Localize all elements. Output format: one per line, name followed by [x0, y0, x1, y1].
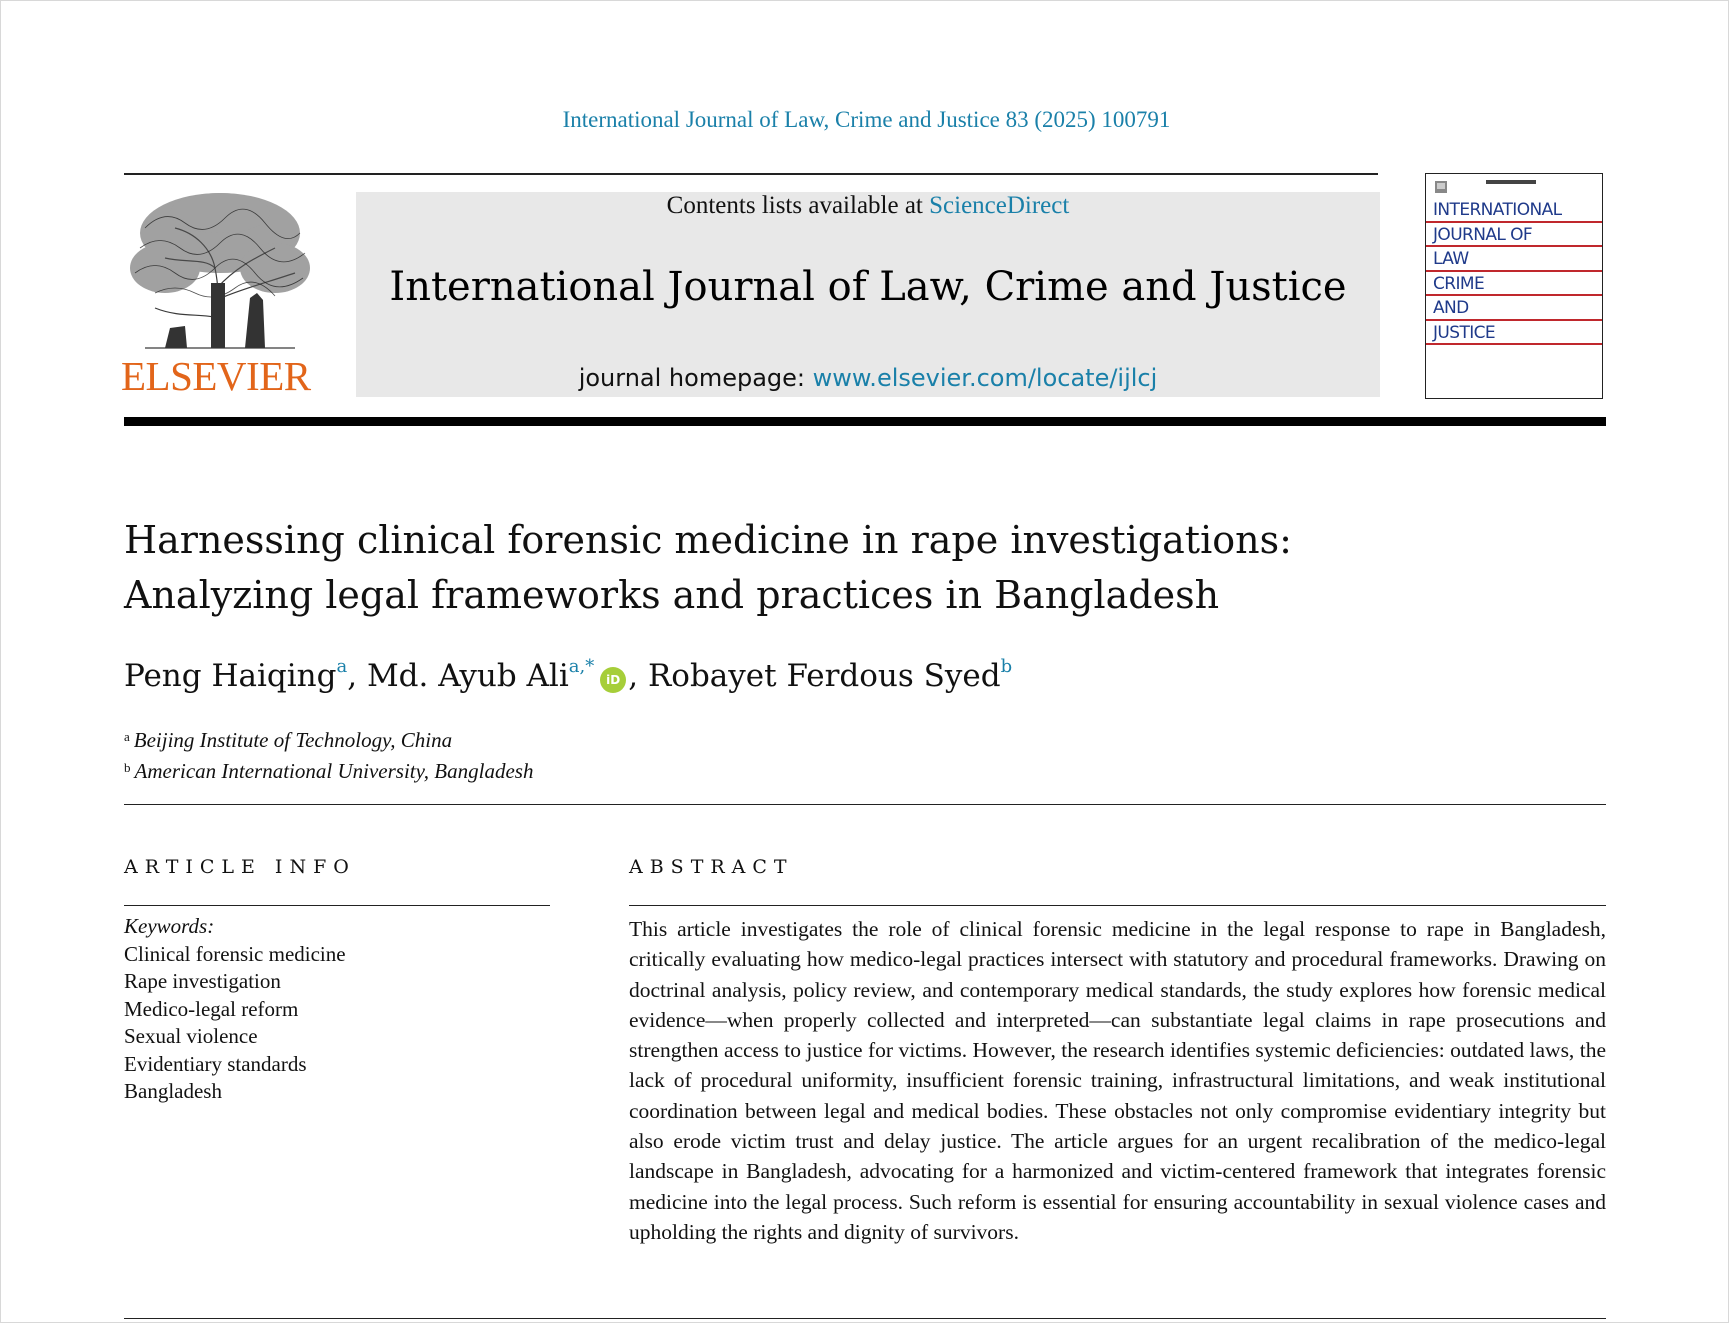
- author-name[interactable]: Md. Ayub Ali: [366, 658, 569, 694]
- journal-banner: [356, 192, 1380, 397]
- abstract-heading: ABSTRACT: [629, 856, 794, 878]
- affiliation-key: b: [124, 760, 131, 775]
- elsevier-tree-icon: [125, 188, 313, 353]
- article-title-line: Harnessing clinical forensic medicine in rape investigations:: [124, 518, 1292, 562]
- keywords-label: Keywords:: [124, 914, 215, 938]
- abstract-text: This article investigates the role of clinical forensic medicine in the legal response to rape in Bangladesh, critically evaluating how medico-legal practices intersect with statutory and procedural frameworks. Drawing on doctrinal analysis, policy review, and contemporary medical standards, the study explores how forensic medical evidence—when properly collected and interpreted—can substantiate legal claims in rape prosecutions and strengthen access to justice for victims. However, the research identifies systemic deficiencies: outdated laws, the lack of procedural uniformity, insufficient forensic training, infrastructural limitations, and weak institutional coordination between legal and medical bodies. These obstacles not only compromise evidentiary integrity but also erode victim trust and delay justice. The article argues for an urgent recalibration of the medico-legal landscape in Bangladesh, advocating for a harmonized and victim-centered framework that integrates forensic medicine into the legal process. Such reform is essential for ensuring accountability in sexual violence cases and upholding the rights and dignity of survivors.: [629, 917, 1606, 1244]
- keyword-item: Evidentiary standards: [124, 1051, 307, 1076]
- homepage-prefix: journal homepage:: [578, 364, 813, 392]
- author-affiliation-sup[interactable]: a: [336, 656, 348, 677]
- article-info-rule: [124, 905, 550, 906]
- author-affiliation-sup[interactable]: a,*: [568, 656, 595, 677]
- author-list: Peng Haiqing$^a$, Md. Ayub Ali$^{a,*}$iD , Robayet Ferdous Syed$^b$: [124, 656, 1013, 694]
- contents-line: [356, 192, 1380, 220]
- masthead-thick-rule: [124, 417, 1606, 426]
- cover-line: INTERNATIONAL: [1426, 198, 1602, 223]
- cover-title: [1426, 198, 1602, 345]
- keyword-item: Medico-legal reform: [124, 996, 299, 1021]
- abstract-rule: [629, 905, 1606, 906]
- cover-line: LAW: [1426, 247, 1602, 272]
- homepage-line: [356, 364, 1380, 392]
- affiliation-item: [124, 754, 533, 785]
- cover-line: JUSTICE: [1426, 321, 1602, 346]
- elsevier-wordmark: ELSEVIER: [121, 353, 311, 399]
- abstract-bottom-rule: [124, 1318, 1606, 1319]
- article-title-line: Analyzing legal frameworks and practices in Bangladesh: [124, 573, 1220, 617]
- cover-line: AND: [1426, 296, 1602, 321]
- header-rule: [124, 173, 1378, 175]
- author-name[interactable]: Robayet Ferdous Syed: [647, 658, 1001, 694]
- sciencedirect-link[interactable]: ScienceDirect: [929, 192, 1070, 219]
- cover-line: JOURNAL OF: [1426, 223, 1602, 248]
- keyword-item: Bangladesh: [124, 1079, 222, 1103]
- journal-title: International Journal of Law, Crime and Justice: [389, 264, 1347, 310]
- affiliation-text: Beijing Institute of Technology, China: [133, 728, 453, 752]
- affiliations: [124, 723, 533, 785]
- article-title: [124, 513, 1424, 623]
- cover-line: CRIME: [1426, 272, 1602, 297]
- section-divider: [124, 804, 1606, 805]
- orcid-icon[interactable]: iD: [600, 667, 626, 693]
- keyword-item: Sexual violence: [124, 1024, 258, 1048]
- journal-cover-thumbnail[interactable]: [1425, 173, 1603, 399]
- journal-citation-link[interactable]: International Journal of Law, Crime and Justice 83 (2025) 100791: [562, 107, 1171, 132]
- author-name[interactable]: Peng Haiqing: [124, 658, 337, 694]
- contents-prefix: Contents lists available at: [666, 192, 930, 219]
- article-info-heading: ARTICLE INFO: [124, 856, 356, 878]
- author-affiliation-sup[interactable]: b: [1000, 656, 1013, 677]
- keyword-item: Clinical forensic medicine: [124, 941, 346, 966]
- journal-homepage-link[interactable]: www.elsevier.com/locate/ijlcj: [812, 364, 1158, 392]
- affiliation-key: a: [124, 729, 130, 744]
- affiliation-text: American International University, Bangladesh: [134, 759, 534, 783]
- elsevier-logo[interactable]: [121, 188, 317, 400]
- elsevier-mini-icon: [1434, 180, 1448, 194]
- keywords-block: [124, 913, 346, 1106]
- cover-issn-mark: [1486, 180, 1536, 184]
- affiliation-item: [124, 723, 533, 754]
- keyword-item: Rape investigation: [124, 969, 281, 993]
